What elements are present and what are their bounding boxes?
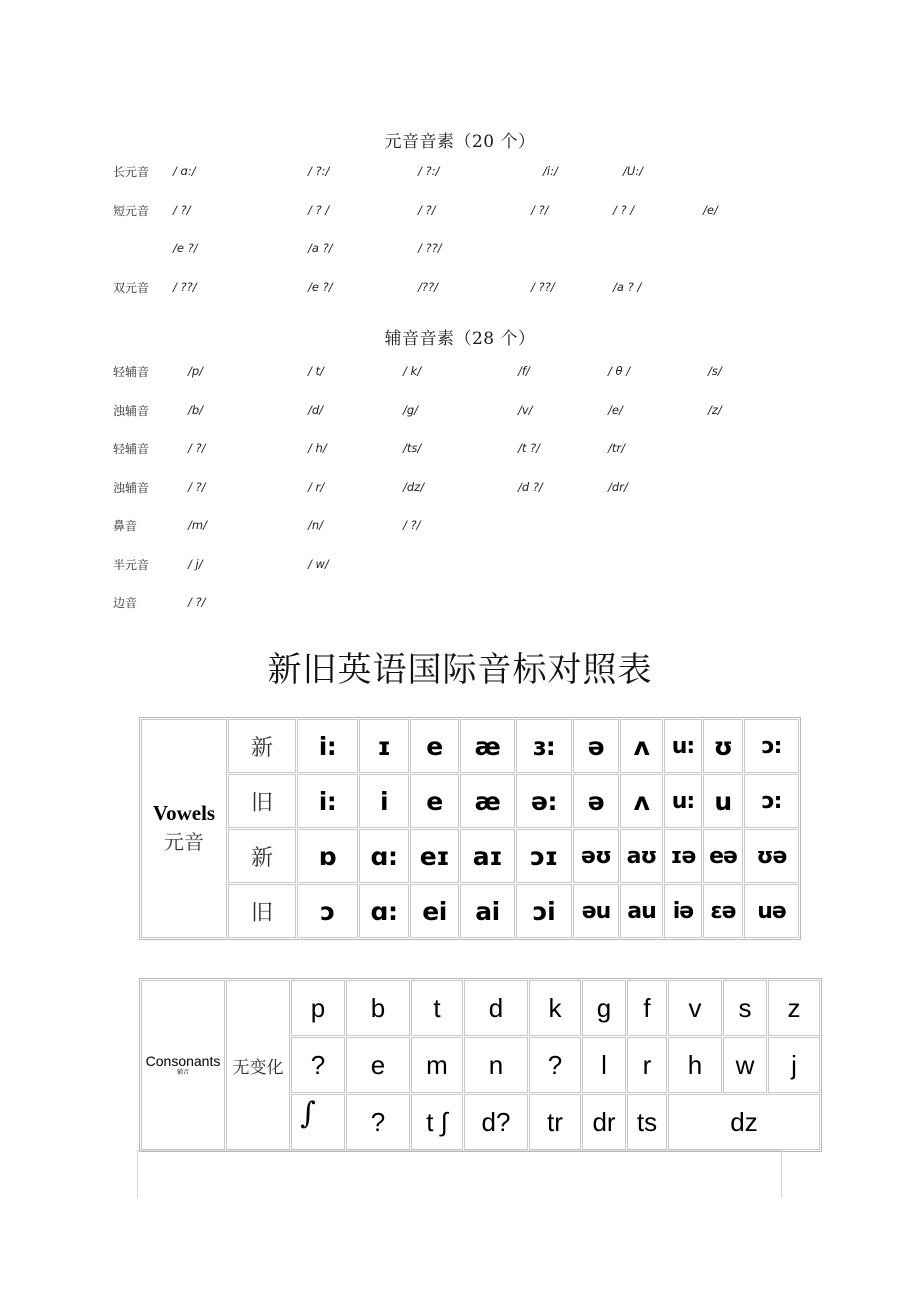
consonant-row-items — [113, 403, 833, 421]
vowels-row-header — [141, 719, 227, 938]
vowel-section-heading: 元音音素（20 个） — [384, 132, 536, 152]
vowel-item: /e ?/ — [308, 279, 333, 294]
vowels-phoneme-cell: ɑ: — [359, 884, 409, 938]
consonants-phoneme-cell: j — [768, 1037, 820, 1093]
vowels-phoneme-cell: æ — [460, 774, 515, 828]
vowels-phoneme-cell: uə — [744, 884, 799, 938]
consonants-phoneme-cell: s — [723, 980, 767, 1036]
consonant-item: /n/ — [308, 518, 324, 532]
vowel-item: / ??/ — [531, 279, 555, 294]
consonant-row-items — [113, 441, 833, 459]
consonants-phoneme-cell: k — [529, 980, 581, 1036]
consonants-row-header — [141, 980, 225, 1150]
vowels-phoneme-cell: ɑ: — [359, 829, 409, 883]
consonants-phoneme-cell: dz — [668, 1094, 820, 1150]
consonants-phoneme-cell: e — [346, 1037, 410, 1093]
vowel-item: /U:/ — [623, 164, 644, 178]
consonant-row — [113, 556, 833, 576]
vowels-phoneme-cell: ai — [460, 884, 515, 938]
consonant-row-items — [113, 518, 833, 536]
vowels-phoneme-cell: i — [359, 774, 409, 828]
vowel-row — [113, 163, 833, 183]
consonant-item: /d ?/ — [518, 479, 543, 494]
consonants-phoneme-cell: h — [668, 1037, 722, 1093]
vowel-row — [113, 279, 833, 299]
vowel-row-label: 双元音 — [113, 280, 150, 295]
consonants-phoneme-cell: t — [411, 980, 463, 1036]
consonants-phoneme-cell: v — [668, 980, 722, 1036]
consonant-item: / j/ — [188, 556, 203, 571]
consonant-row-label: 鼻音 — [113, 519, 138, 533]
consonant-item: / ?/ — [188, 595, 206, 609]
vowels-phoneme-cell: e — [410, 719, 459, 773]
consonant-row — [113, 440, 833, 460]
vowels-phoneme-cell: ɔ: — [744, 719, 799, 773]
consonants-no-change-label: 无变化 — [226, 980, 290, 1150]
vowels-phoneme-cell: aɪ — [460, 829, 515, 883]
consonant-row — [113, 594, 833, 614]
consonant-row-label: 轻辅音 — [113, 442, 150, 456]
vowel-item: /a ? / — [613, 279, 642, 294]
vowels-phoneme-cell: ə — [573, 774, 619, 828]
vowel-row — [113, 202, 833, 222]
consonant-item: /g/ — [403, 402, 419, 417]
vowel-item: / ?:/ — [418, 164, 440, 178]
consonants-phoneme-cell: l — [582, 1037, 626, 1093]
vowels-phoneme-cell: u — [703, 774, 743, 828]
vowels-phoneme-cell: u: — [664, 719, 702, 773]
vowels-phoneme-cell: aʊ — [620, 829, 663, 883]
vowels-phoneme-cell: ɔ — [297, 884, 358, 938]
consonants-row-header-zh: 辅音 — [176, 1069, 189, 1077]
consonant-row — [113, 402, 833, 422]
consonant-row — [113, 517, 833, 537]
vowels-phoneme-cell: ei — [410, 884, 459, 938]
vowels-comparison-table — [139, 717, 801, 940]
consonant-item: / k/ — [403, 364, 422, 378]
consonants-phoneme-cell: ? — [529, 1037, 581, 1093]
vowel-item: / ?/ — [173, 202, 191, 217]
consonant-item: /z/ — [708, 402, 722, 417]
consonant-row-items — [113, 595, 833, 613]
consonants-phoneme-cell: d? — [464, 1094, 528, 1150]
consonant-row-items — [113, 364, 833, 382]
vowel-row-items — [113, 280, 833, 298]
vowels-phoneme-cell: əu — [573, 884, 619, 938]
vowels-phoneme-cell: ə — [573, 719, 619, 773]
vowel-row-label: 短元音 — [113, 203, 150, 218]
consonant-item: / ?/ — [188, 479, 206, 494]
vowels-phoneme-cell: əʊ — [573, 829, 619, 883]
vowels-table-row — [141, 719, 799, 773]
vowel-item: /a ?/ — [308, 241, 333, 255]
consonants-phoneme-cell: p — [291, 980, 345, 1036]
vowel-item: / ? / — [308, 202, 330, 217]
vowels-phoneme-cell: ə: — [516, 774, 572, 828]
vowel-item: / ??/ — [173, 279, 197, 294]
vowels-phoneme-cell: ʊə — [744, 829, 799, 883]
consonant-item: /tr/ — [608, 441, 625, 455]
vowels-phoneme-cell: u: — [664, 774, 702, 828]
vowels-phoneme-cell: au — [620, 884, 663, 938]
vowels-phoneme-cell: iə — [664, 884, 702, 938]
consonant-row-label: 浊辅音 — [113, 403, 150, 418]
vowels-era-cell: 新 — [228, 719, 296, 773]
vowels-phoneme-cell: i: — [297, 774, 358, 828]
consonants-phoneme-cell: ? — [291, 1037, 345, 1093]
consonants-phoneme-cell: tr — [529, 1094, 581, 1150]
consonant-item: /b/ — [188, 402, 204, 417]
vowels-row-header-zh: 元音 — [164, 829, 204, 854]
consonant-row-label: 半元音 — [113, 557, 150, 572]
vowel-item: /i:/ — [543, 164, 558, 178]
consonants-phoneme-cell — [291, 1094, 345, 1150]
vowels-phoneme-cell: ɛə — [703, 884, 743, 938]
consonant-item: / h/ — [308, 441, 327, 455]
table-frame-line-right — [781, 1150, 782, 1198]
consonants-phoneme-cell: n — [464, 1037, 528, 1093]
consonant-row — [113, 363, 833, 383]
consonant-item: /ts/ — [403, 441, 422, 455]
consonant-item: / w/ — [308, 556, 329, 571]
vowel-item: / ?:/ — [308, 164, 330, 178]
consonants-phoneme-cell: ts — [627, 1094, 667, 1150]
table-frame-line-left — [137, 1150, 138, 1198]
consonants-phoneme-cell: f — [627, 980, 667, 1036]
consonant-item: / θ / — [608, 364, 631, 378]
vowel-item: / ?/ — [531, 202, 549, 217]
consonants-phoneme-cell: w — [723, 1037, 767, 1093]
consonant-item: /dz/ — [403, 479, 425, 494]
vowels-phoneme-cell: ʌ — [620, 719, 663, 773]
consonant-item: /d/ — [308, 402, 324, 417]
vowels-table-row — [141, 774, 799, 828]
consonant-item: / r/ — [308, 479, 325, 494]
vowels-era-cell: 旧 — [228, 774, 296, 828]
consonant-item: /m/ — [188, 518, 207, 532]
consonant-row-label: 浊辅音 — [113, 480, 150, 495]
consonant-row — [113, 479, 833, 499]
vowel-item: /e ?/ — [173, 241, 198, 255]
vowels-table-row — [141, 829, 799, 883]
vowels-phoneme-cell: eə — [703, 829, 743, 883]
consonants-comparison-table — [139, 978, 822, 1152]
vowels-phoneme-cell: ʊ — [703, 719, 743, 773]
vowel-row-items — [113, 164, 833, 182]
vowels-phoneme-cell: ɒ — [297, 829, 358, 883]
vowel-row-label: 长元音 — [113, 165, 150, 179]
consonant-row-label: 边音 — [113, 596, 138, 610]
vowels-phoneme-cell: ʌ — [620, 774, 663, 828]
vowels-era-cell: 新 — [228, 829, 296, 883]
consonants-phoneme-cell: t ∫ — [411, 1094, 463, 1150]
consonant-section-heading: 辅音音素（28 个） — [384, 329, 536, 349]
consonants-phoneme-cell: b — [346, 980, 410, 1036]
table-frame-line-top — [137, 1150, 782, 1151]
consonant-item: /f/ — [518, 364, 530, 378]
consonant-item: / ?/ — [188, 441, 206, 455]
consonant-row-label: 轻辅音 — [113, 365, 150, 379]
vowel-item: /e/ — [703, 202, 718, 217]
vowels-phoneme-cell: ɜ: — [516, 719, 572, 773]
consonants-phoneme-cell: d — [464, 980, 528, 1036]
consonants-table-row — [141, 980, 820, 1036]
consonant-item: /s/ — [708, 364, 722, 378]
esh-glyph: ∫ — [300, 1095, 316, 1131]
vowels-phoneme-cell: ɔ: — [744, 774, 799, 828]
vowels-phoneme-cell: ɔɪ — [516, 829, 572, 883]
vowels-phoneme-cell: e — [410, 774, 459, 828]
consonant-item: /v/ — [518, 402, 533, 417]
vowels-phoneme-cell: æ — [460, 719, 515, 773]
vowels-era-cell: 旧 — [228, 884, 296, 938]
consonant-item: /t ?/ — [518, 441, 541, 455]
vowels-row-header-en: Vowels — [152, 801, 216, 826]
vowels-phoneme-cell: i: — [297, 719, 358, 773]
vowel-row — [113, 240, 833, 260]
vowel-item: / ɑ:/ — [173, 164, 196, 178]
consonant-row-items — [113, 557, 833, 575]
consonants-phoneme-cell: z — [768, 980, 820, 1036]
vowels-table-row — [141, 884, 799, 938]
consonant-row-items — [113, 480, 833, 498]
consonant-item: /p/ — [188, 364, 204, 378]
vowel-item: / ? / — [613, 202, 635, 217]
consonant-item: /dr/ — [608, 479, 628, 494]
consonant-item: /e/ — [608, 402, 623, 417]
vowel-item: /??/ — [418, 279, 438, 294]
consonants-phoneme-cell: dr — [582, 1094, 626, 1150]
vowels-phoneme-cell: ɪ — [359, 719, 409, 773]
page-title: 新旧英语国际音标对照表 — [267, 650, 653, 690]
consonant-item: / ?/ — [403, 518, 421, 532]
vowel-row-items — [113, 203, 833, 221]
consonants-phoneme-cell: r — [627, 1037, 667, 1093]
consonants-phoneme-cell: ? — [346, 1094, 410, 1150]
vowels-phoneme-cell: eɪ — [410, 829, 459, 883]
vowel-item: / ??/ — [418, 241, 442, 255]
consonants-row-header-en: Consonants — [145, 1052, 221, 1069]
vowel-item: / ?/ — [418, 202, 436, 217]
vowels-phoneme-cell: ɪə — [664, 829, 702, 883]
consonants-phoneme-cell: g — [582, 980, 626, 1036]
consonant-item: / t/ — [308, 364, 324, 378]
consonants-phoneme-cell: m — [411, 1037, 463, 1093]
vowel-row-items — [113, 241, 833, 259]
vowels-phoneme-cell: ɔi — [516, 884, 572, 938]
